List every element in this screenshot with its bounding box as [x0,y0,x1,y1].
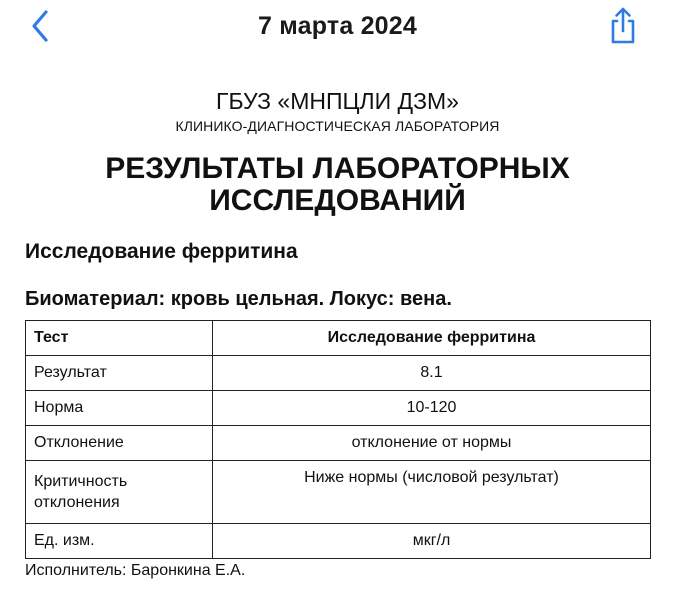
biomaterial-line: Биоматериал: кровь цельная. Локус: вена. [25,288,452,310]
row-label-criticality: Критичность отклонения [26,461,213,524]
report-title: РЕЗУЛЬТАТЫ ЛАБОРАТОРНЫХ ИССЛЕДОВАНИЙ [105,152,570,217]
row-label-units: Ед. изм. [26,524,213,559]
table-row [26,524,651,559]
row-label-deviation: Отклонение [26,426,213,461]
organization-name: ГБУЗ «МНПЦЛИ ДЗМ» [216,88,459,114]
nav-title: 7 марта 2024 [258,12,417,40]
results-table [25,320,651,559]
share-icon [606,6,640,46]
row-value-norm: 10-120 [213,391,651,426]
row-value-criticality: Ниже нормы (числовой результат) [213,461,651,524]
row-label-result: Результат [26,356,213,391]
row-label-norm: Норма [26,391,213,426]
organization-subtitle: КЛИНИКО-ДИАГНОСТИЧЕСКАЯ ЛАБОРАТОРИЯ [175,118,500,134]
navigation-bar [0,0,675,56]
share-button[interactable] [606,6,640,46]
study-heading: Исследование ферритина [25,240,298,263]
table-row [26,426,651,461]
row-value-result: 8.1 [213,356,651,391]
table-row [26,356,651,391]
column-header-test: Тест [26,321,213,356]
table-row [26,391,651,426]
row-value-deviation: отклонение от нормы [213,426,651,461]
table-row [26,461,651,524]
row-value-units: мкг/л [213,524,651,559]
executor-line: Исполнитель: Баронкина Е.А. [25,562,246,579]
table-header-row [26,321,651,356]
column-header-study: Исследование ферритина [213,321,651,356]
